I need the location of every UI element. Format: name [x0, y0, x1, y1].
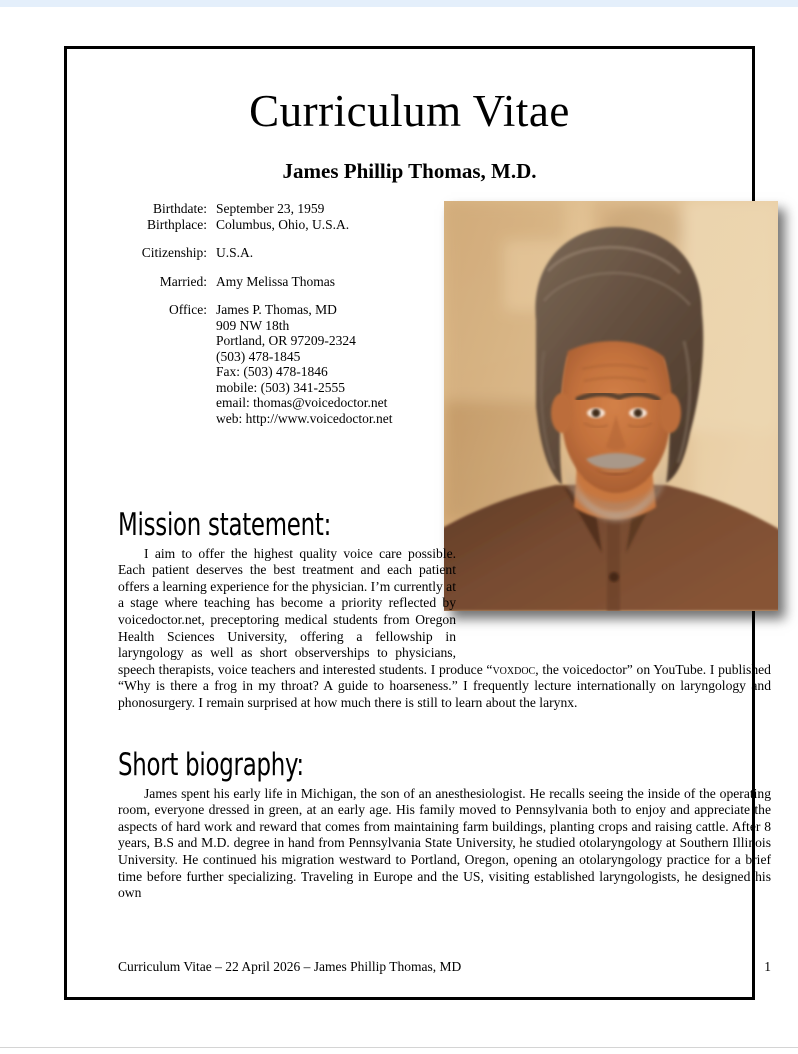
- mission-statement-body: [118, 546, 771, 712]
- contact-group-birth: [115, 201, 445, 232]
- office-line-mobile: mobile: (503) 341-2555: [216, 379, 345, 395]
- contact-value-married: Amy Melissa Thomas: [216, 273, 335, 289]
- document-page: [64, 46, 771, 1000]
- office-line-name: James P. Thomas, MD: [216, 302, 337, 317]
- viewer-top-strip: [0, 0, 798, 7]
- contact-group-citizenship: [115, 245, 445, 261]
- office-line-fax: Fax: (503) 478-1846: [216, 364, 328, 379]
- contact-group-married: [115, 274, 445, 290]
- contact-row-married: [115, 274, 445, 290]
- contact-row-birthdate: [115, 201, 445, 217]
- contact-row-birthplace: [115, 217, 445, 233]
- mission-text-part1: I aim to offer the highest quality voice care possible. Each patient deserves the best treatment and each patient offers a learning experience for the physician. I’m currently at a stage where teaching has become a priority reflected by voicedoctor.net, preceptoring medical students from Oregon Health Sciences University, offering a fellowship in laryngology as well as short observerships to physicians, speech therapists, voice teachers and interested students. I produce “: [118, 545, 493, 677]
- page-title: Curriculum Vitae: [249, 86, 570, 136]
- viewer-bottom-rule: [0, 1047, 798, 1048]
- contact-row-office: [115, 302, 445, 426]
- contact-value-office: [216, 302, 445, 426]
- office-line-city: Portland, OR 97209-2324: [216, 333, 356, 348]
- contact-value-birthdate: September 23, 1959: [216, 201, 325, 216]
- short-biography-section: [118, 749, 771, 902]
- office-line-street: 909 NW 18th: [216, 317, 290, 333]
- page-footer: [118, 959, 771, 975]
- contact-row-citizenship: [115, 245, 445, 261]
- footer-page-number: 1: [764, 959, 771, 974]
- mission-statement-heading: Mission statement:: [118, 507, 332, 543]
- contact-label-office: Office:: [169, 302, 207, 317]
- contact-label-birthdate: Birthdate:: [153, 201, 207, 216]
- page-subtitle: James Phillip Thomas, M.D.: [282, 158, 537, 183]
- contact-group-office: [115, 302, 445, 426]
- photo-text-wrap-spacer: [456, 546, 771, 658]
- short-biography-body: [118, 786, 771, 902]
- contact-label-married: Married:: [159, 273, 207, 289]
- biography-text: James spent his early life in Michigan, the son of an anesthesiologist. He recalls seeing the inside of the operating room, everyone dressed in green, at an early age. His family moved to Pennsylvania both to enjoy and appreciate the aspects of hard work and reward that comes from maintaining farm buildings, planting crops and raising cattle. After 8 years, B.S and M.D. degree in hand from Pennsylvania State University, he studied otolaryngology at Southern Illinois University. He continued his migration westward to Portland, Oregon, opening an otolaryngology practice for a brief time before further specializing. Traveling in Europe and the US, visiting established laryngologists, he designed his own: [118, 785, 771, 901]
- short-biography-heading: Short biography:: [118, 747, 304, 783]
- contact-label-citizenship: Citizenship:: [141, 245, 207, 260]
- mission-statement-section: [118, 509, 771, 711]
- contact-value-birthplace: Columbus, Ohio, U.S.A.: [216, 216, 350, 232]
- contact-details: [115, 201, 445, 439]
- office-line-email: email: thomas@voicedoctor.net: [216, 395, 388, 410]
- office-line-phone: (503) 478-1845: [216, 348, 301, 364]
- contact-value-citizenship: U.S.A.: [216, 245, 254, 260]
- mission-text-part2: , the voicedoctor” on YouTube. I published “Why is there a frog in my throat? A guide to hoarseness.” I frequently lecture internationally on laryngology and phonosurgery. I remain surprised at how much there is still to learn about the larynx.: [118, 661, 771, 710]
- contact-label-birthplace: Birthplace:: [147, 216, 207, 232]
- mission-text-smallcaps: voxdoc: [492, 661, 536, 677]
- footer-text: Curriculum Vitae – 22 April 2026 – James Phillip Thomas, MD: [118, 959, 462, 974]
- office-line-web: web: http://www.voicedoctor.net: [216, 410, 393, 426]
